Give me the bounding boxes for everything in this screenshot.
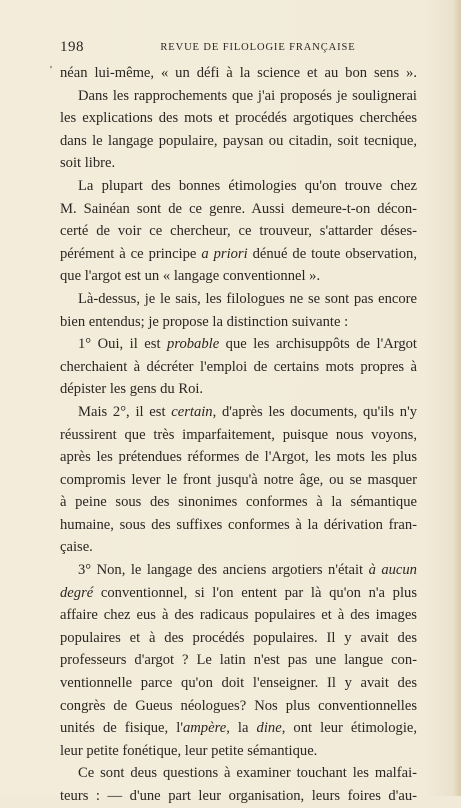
text-line: Dans les rapprochements que j'ai proposés je soulignerai — [78, 87, 417, 104]
italic-term: à aucun — [368, 562, 417, 579]
page-number: 198 — [60, 39, 84, 55]
page-edge-shadow — [453, 0, 461, 796]
text-line: teurs : — d'une part leur organisation, leurs foires d'au- — [60, 788, 417, 804]
text-line: Mais 2°, il est certain, d'après les documents, qu'ils n'y — [78, 403, 417, 420]
italic-term: dine — [256, 720, 282, 737]
text-line: professeurs d'argot ? Le latin n'est pas une langue con- — [60, 652, 417, 669]
text-line: pérément à ce principe a priori dénué de toute observation, — [60, 245, 417, 262]
text-line: congrès de Gueus néologues? Nos plus conventionnelles — [60, 697, 417, 714]
text-line: soit libre. — [60, 155, 116, 172]
text-line: populaires et à des procédés populaires. Il y avait des — [60, 629, 417, 646]
text-line: cherchaient à décréter l'emploi de certains mots propres à — [60, 358, 417, 375]
italic-term: ampère — [182, 720, 227, 737]
text-line: bien entendus; je propose la distinction suivante : — [60, 313, 349, 330]
text-line: affaire chez eus à des radicaus populaires et à des images — [60, 607, 417, 624]
text-line: néan lui-même, « un défi à la science et au bon sens ». — [60, 65, 417, 81]
italic-term: probable — [167, 336, 220, 353]
italic-term: certain — [171, 403, 213, 420]
text-line: les explications des mots et procédés argotiques cherchées — [60, 110, 417, 127]
text-line: réussirent que très imparfaitement, puisque nous voyons, — [60, 426, 417, 443]
margin-mark: ' — [50, 64, 52, 76]
italic-term: degré — [60, 584, 94, 601]
text-line: Là-dessus, je le sais, les filologues ne se sont pas encore — [78, 290, 417, 307]
text-line: degré conventionnel, si l'on entent par là qu'on n'a plus — [60, 584, 417, 601]
text-line: unités de fisique, l'ampère, la dine, ont leur étimologie, — [60, 720, 417, 737]
text-line: dépister les gens du Roi. — [60, 381, 204, 398]
text-line: à peine sous des sinonimes conformes à la sémantique — [60, 494, 417, 511]
text-line: M. Sainéan sont de ce genre. Aussi demeure-t-on décon- — [60, 200, 417, 217]
text-line: après les prétendues réformes de l'Argot, les mots les plus — [60, 449, 417, 466]
text-line: La plupart des bonnes étimologies qu'on trouve chez — [78, 177, 417, 194]
text-line: Ce sont deus questions à examiner touchant les malfai- — [78, 765, 417, 782]
text-line: certé de voir ce chercheur, ce trouveur, s'attarder déses- — [60, 223, 417, 240]
text-line: dans le langage populaire, paysan ou citadin, soit tecnique, — [60, 132, 417, 149]
text-line: que l'argot est un « langage conventionnel ». — [60, 268, 321, 285]
text-line: çaise. — [60, 539, 93, 556]
text-line: ventionnelle parce qu'on doit l'enseigner. Il y avait des — [60, 675, 417, 692]
running-head: REVUE DE FILOLOGIE FRANÇAISE — [160, 42, 356, 53]
text-line: compromis lever le front jusqu'à notre âge, ou se masquer — [60, 471, 417, 488]
text-line: leur petite fonétique, leur petite sémantique. — [60, 742, 318, 759]
italic-term: a priori — [201, 245, 248, 262]
body-text — [60, 62, 417, 808]
text-line: 1° Oui, il est probable que les archisuppôts de l'Argot — [78, 336, 417, 353]
page-header — [60, 39, 416, 57]
text-line: humaine, sous des suffixes conformes à la dérivation fran- — [60, 516, 417, 533]
text-line: 3° Non, le langage des anciens argotiers n'était à aucun — [78, 562, 417, 579]
